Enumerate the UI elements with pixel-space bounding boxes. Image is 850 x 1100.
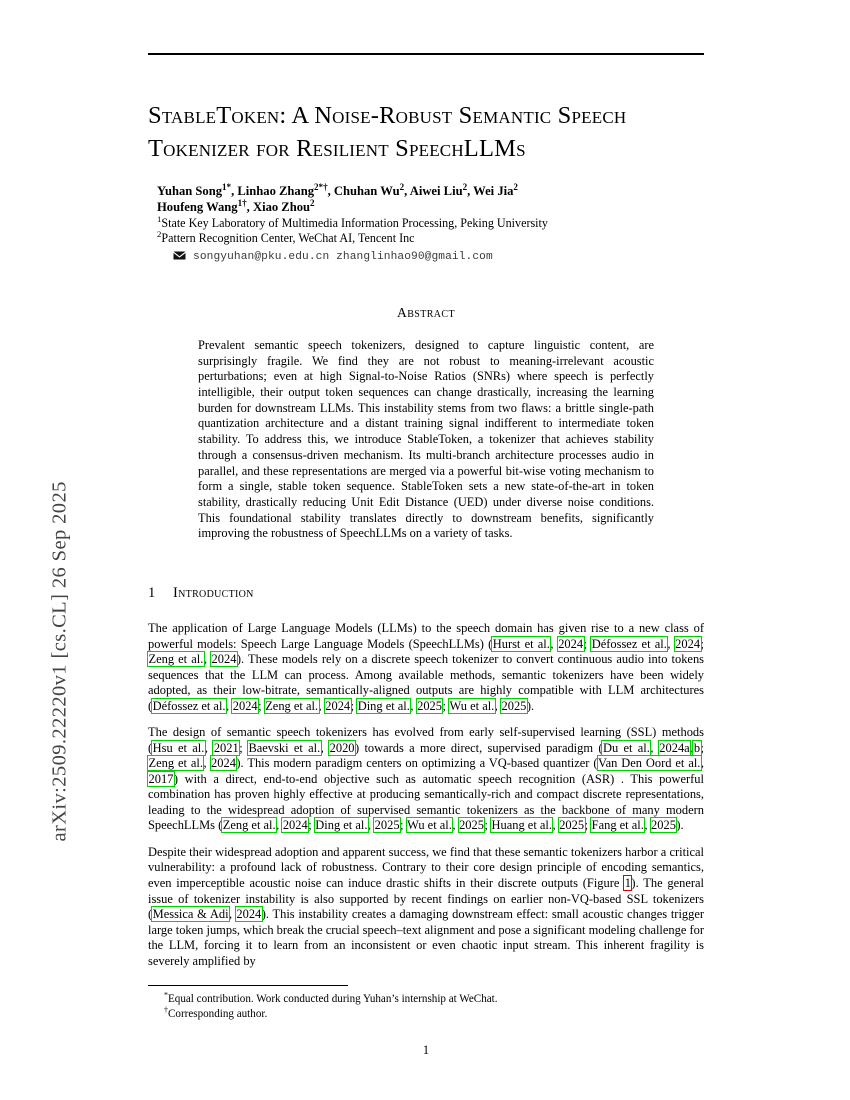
- intro-paragraph-1: The application of Large Language Models (LLMs) to the speech domain has given rise to a new class of powerful models: Speech Large Language Models (SpeechLLMs) (Hurst et al., 2024; Défossez et al., 2024; Zeng et al., 2024). These models rely on a discrete speech tokenizer to convert continuous audio into tokens sequences that the LLM can process. Among available methods, semantic tokenizers have been widely adopted, as their low-bitrate, semantically-aligned outputs are highly compatible with LLM architectures (Défossez et al., 2024; Zeng et al., 2024; Ding et al., 2025; Wu et al., 2025).: [148, 621, 705, 713]
- citation-link[interactable]: Wu et al.: [449, 698, 495, 713]
- header-rule: [148, 53, 704, 55]
- citation-link[interactable]: 2017: [148, 771, 174, 786]
- author-line-2: Houfeng Wang$^{1\dagger}$, Xiao Zhou$^2$: [157, 198, 315, 215]
- citation-link[interactable]: Messica & Adi: [152, 907, 229, 922]
- figure-reference-link[interactable]: 1: [624, 875, 631, 890]
- citation-link[interactable]: Ding et al.: [357, 698, 410, 713]
- arxiv-stamp: [0, 0, 120, 1100]
- citation-link[interactable]: Wu et al.: [407, 818, 452, 833]
- paper-title-line-1: StableToken: A Noise-Robust Semantic Speech: [148, 102, 627, 129]
- section-introduction: [148, 585, 704, 980]
- abstract-heading: Abstract: [396, 305, 456, 320]
- page-title: [148, 100, 704, 165]
- citation-link[interactable]: Défossez et al.: [152, 698, 226, 713]
- citation-link[interactable]: 2024: [325, 698, 351, 713]
- citation-link[interactable]: Zeng et al.: [148, 756, 203, 771]
- citation-link[interactable]: 2024: [211, 652, 237, 667]
- footnotes-block: [148, 985, 704, 1022]
- citation-link[interactable]: 2025: [417, 698, 442, 713]
- paper-title-line-2: Tokenizer for Resilient SpeechLLMs: [148, 134, 526, 162]
- citation-link[interactable]: Zeng et al.: [222, 818, 276, 833]
- authors-block: [157, 183, 705, 265]
- intro-paragraph-3: Despite their widespread adoption and apparent success, we find that these semantic tokenizers harbor a critical vulnerability: a profound lack of robustness. Contrary to their core design principle of encoding semantics, even imperceptible acoustic noise can induce drastic shifts in their discrete outputs (Figure 1). The general issue of tokenizer instability is also supported by recent findings on earlier non-VQ-based SSL tokenizers (Messica & Adi, 2024). This instability creates a damaging downstream effect: small acoustic changes trigger large token jumps, which break the crucial speech–text alignment and pose a significant modeling challenge for the LLM, forcing it to learn from an inconsistent or even chaotic input stream. This inherent fragility is severely amplified by: [148, 844, 705, 968]
- citation-link[interactable]: 2024: [675, 636, 701, 651]
- citation-link[interactable]: Du et al.: [602, 740, 650, 755]
- citation-link[interactable]: b: [693, 740, 701, 755]
- citation-link[interactable]: 2024: [282, 818, 308, 833]
- citation-link[interactable]: 2025: [459, 818, 484, 833]
- author-line-1: Yuhan Song$^{1*}$, Linhao Zhang$^{2*\dagger}$, Chuhan Wu$^2$, Aiwei Liu$^2$, Wei Jia$^2$: [157, 181, 518, 198]
- footnote-1: *Equal contribution. Work conducted during Yuhan’s internship at WeChat.: [164, 990, 498, 1006]
- abstract-text: Prevalent semantic speech tokenizers, designed to capture linguistic content, are surprisingly fragile. We find they are not robust to meaning-irrelevant acoustic perturbations; even at high Signal-to-Noise Ratios (SNRs) where speech is perfectly intelligible, their output token sequences can change drastically, increasing the learning burden for downstream LLMs. This instability stems from two flaws: a brittle single-path quantization architecture and a distant training signal indifferent to intermediate token stability. To address this, we introduce StableToken, a tokenizer that achieves stability through a consensus-driven mechanism. Its multi-branch architecture processes audio in parallel, and these representations are merged via a powerful bit-wise voting mechanism to form a single, stable token sequence. StableToken sets a new state-of-the-art in token stability, drastically reducing Unit Edit Distance (UED) under diverse noise conditions. This foundational stability translates directly to downstream benefits, significantly improving the robustness of SpeechLLMs on a variety of tasks.: [198, 338, 654, 541]
- footnote-2: †Corresponding author.: [164, 1005, 268, 1020]
- citation-link[interactable]: 2024: [211, 756, 236, 771]
- abstract-block: [198, 305, 654, 542]
- citation-link[interactable]: 2024: [236, 907, 262, 922]
- citation-link[interactable]: Zeng et al.: [148, 652, 204, 667]
- citation-link[interactable]: 2025: [501, 698, 527, 713]
- citation-link[interactable]: Ding et al.: [315, 818, 368, 833]
- envelope-icon: [173, 251, 186, 260]
- citation-link[interactable]: 2025: [559, 818, 585, 833]
- citation-link[interactable]: Huang et al.: [491, 818, 552, 833]
- author-emails-text[interactable]: songyuhan@pku.edu.cn zhanglinhao90@gmail.com: [193, 251, 493, 264]
- citation-link[interactable]: Zeng et al.: [265, 698, 319, 713]
- citation-link[interactable]: 2024a: [659, 740, 690, 755]
- citation-link[interactable]: Hurst et al.: [492, 636, 550, 651]
- citation-link[interactable]: 2024: [232, 698, 258, 713]
- section-number: 1: [148, 585, 156, 601]
- section-title: Introduction: [173, 585, 254, 601]
- citation-link[interactable]: 2024: [558, 636, 584, 651]
- citation-link[interactable]: 2025: [374, 818, 400, 833]
- intro-paragraph-2: The design of semantic speech tokenizers has evolved from early self-supervised learning (SSL) methods (Hsu et al., 2021; Baevski et al., 2020) towards a more direct, supervised paradigm (Du et al., 2024a,b; Zeng et al., 2024). This modern paradigm centers on optimizing a VQ-based quantizer (Van Den Oord et al., 2017) with a direct, end-to-end objective such as automatic speech recognition (ASR) . This powerful combination has proven highly effective at producing semantically-rich and compact discrete representations, leading to the widespread adoption of supervised semantic tokenizers as the backbone of many modern SpeechLLMs (Zeng et al., 2024; Ding et al., 2025; Wu et al., 2025; Huang et al., 2025; Fang et al., 2025).: [148, 725, 705, 833]
- author-emails: [173, 250, 705, 265]
- citation-link[interactable]: 2025: [651, 818, 676, 833]
- citation-link[interactable]: Hsu et al.: [152, 740, 205, 755]
- page-number: 1: [422, 1043, 430, 1057]
- section-heading: [148, 585, 704, 602]
- affiliation-2: $^2$Pattern Recognition Center, WeChat AI, Tencent Inc: [157, 229, 415, 246]
- citation-link[interactable]: 2020: [329, 740, 355, 755]
- citation-link[interactable]: Van Den Oord et al.: [598, 756, 701, 771]
- paper-page: [148, 0, 704, 1100]
- affiliation-1: $^1$State Key Laboratory of Multimedia Information Processing, Peking University: [157, 213, 548, 230]
- citation-link[interactable]: 2021: [213, 740, 239, 755]
- footnote-rule: [148, 985, 348, 986]
- citation-link[interactable]: Fang et al.: [591, 818, 644, 833]
- arxiv-stamp-text: arXiv:2509.22220v1 [cs.CL] 26 Sep 2025: [48, 481, 71, 842]
- citation-link[interactable]: Baevski et al.: [248, 740, 321, 755]
- citation-link[interactable]: Défossez et al.: [591, 636, 667, 651]
